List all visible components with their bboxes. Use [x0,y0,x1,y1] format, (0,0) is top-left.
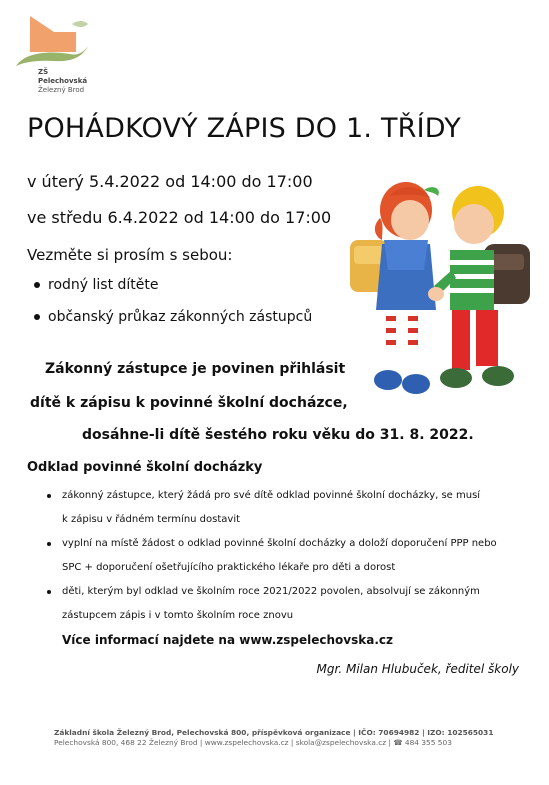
footer-line-2: Pelechovská 800, 468 22 Železný Brod | www.zspelechovska.cz | skola@zspelechovska.cz | ☎ 484 355 503 [54,738,452,747]
date-line-1: v úterý 5.4.2022 od 14:00 do 17:00 [27,172,313,191]
deferral-item-line: zástupcem zápis i v tomto školním roce znovu [62,610,294,621]
deferral-item [62,580,532,628]
deferral-heading: Odklad povinné školní docházky [27,460,263,475]
deferral-item-line: zákonný zástupce, který žádá pro své dítě odklad povinné školní docházky, se musí [62,490,481,501]
footer-line-1: Základní škola Železný Brod, Pelechovská 800, příspěvková organizace | IČO: 70694982 | IZO: 102565031 [54,728,494,737]
deferral-item-line: SPC + doporučení ošetřujícího praktického lékaře pro děti a dorost [62,562,396,573]
boy-figure [434,186,530,388]
more-info-text: Více informací najdete na www.zspelechovska.cz [62,633,393,647]
deferral-item [62,484,532,532]
logo-name: ZŠ Pelechovská [38,68,88,85]
deferral-item-line: vyplní na místě žádost o odklad povinné školní docházky a doloží doporučení PPP nebo [62,538,497,549]
deferral-item [62,532,532,580]
legal-line-3: dosáhne-li dítě šestého roku věku do 31. 8. 2022. [82,427,474,443]
school-logo [14,14,96,94]
girl-figure [350,182,439,394]
bring-item: občanský průkaz zákonných zástupců [48,306,312,338]
bring-item: rodný list dítěte [48,274,312,306]
legal-line-1: Zákonný zástupce je povinen přihlásit [45,361,346,377]
school-logo-icon [14,14,96,70]
deferral-item-line: k zápisu v řádném termínu dostavit [62,514,241,525]
children-illustration [338,170,538,406]
date-line-2: ve středu 6.4.2022 od 14:00 do 17:00 [27,208,332,227]
bring-heading: Vezměte si prosím s sebou: [27,246,233,264]
page-title: POHÁDKOVÝ ZÁPIS DO 1. TŘÍDY [27,113,461,144]
bring-list [48,274,312,338]
legal-line-2: dítě k zápisu k povinné školní docházce, [30,395,348,411]
deferral-item-line: děti, kterým byl odklad ve školním roce 2021/2022 povolen, absolvují se zákonným [62,586,480,597]
footer [54,728,493,748]
deferral-list [62,484,532,628]
signature: Mgr. Milan Hlubuček, ředitel školy [316,662,519,676]
logo-town: Železný Brod [38,86,85,94]
